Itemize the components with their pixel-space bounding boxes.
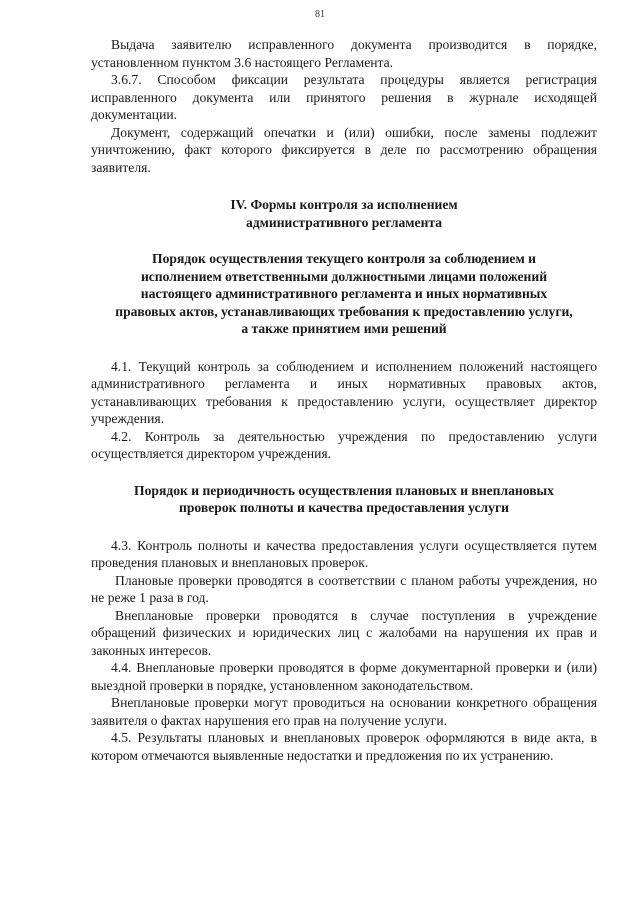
paragraph: Документ, содержащий опечатки и (или) ошибки, после замены подлежит уничтожению, факт которого фиксируется в деле по рассмотрению обращения заявителя. — [91, 124, 597, 175]
subheading-inspections: Порядок и периодичность осуществления плановых и внеплановых проверок полноты и качества предоставления услуги — [134, 482, 554, 515]
paragraph: Выдача заявителю исправленного документа производится в порядке, установленном пунктом 3.6 настоящего Регламента. — [91, 37, 597, 70]
paragraph: Внеплановые проверки проводятся в случае поступления в учреждение обращений физических и юридических лиц с жалобами на нарушения их прав и законных интересов. — [91, 607, 597, 658]
paragraph: 4.3. Контроль полноты и качества предоставления услуги осуществляется путем проведения плановых и внеплановых проверок. — [91, 537, 597, 570]
paragraph: 4.2. Контроль за деятельностью учреждения по предоставлению услуги осуществляется директором учреждения. — [91, 428, 597, 461]
subheading-current-control: Порядок осуществления текущего контроля за соблюдением и исполнением ответственными должностными лицами положений настоящего административного регламента и иных нормативных правовых актов, устанавливающих требования к предоставлению услуги, а также принятием ими решений — [115, 251, 573, 336]
paragraph: 4.4. Внеплановые проверки проводятся в форме документарной проверки и (или) выездной проверки в порядке, установленном законодательством. — [91, 660, 597, 693]
section-title-line: административного регламента — [245, 214, 443, 230]
section-title-line: IV. Формы контроля за исполнением — [230, 197, 458, 212]
paragraph: 4.1. Текущий контроль за соблюдением и исполнением положений настоящего административного регламента и иных нормативных правовых актов, устанавливающих требования к предоставлению услуги, осуществляет директор учреждения. — [91, 358, 597, 426]
paragraph: 3.6.7. Способом фиксации результата процедуры является регистрация исправленного документа или принятого решения в журнале исходящей документации. — [91, 72, 597, 122]
page-content — [91, 36, 597, 764]
paragraph: Внеплановые проверки могут проводиться на основании конкретного обращения заявителя о фактах нарушения его прав на получение услуги. — [91, 695, 597, 728]
section-body — [91, 537, 597, 765]
paragraph: Плановые проверки проводятся в соответствии с планом работы учреждения, но не реже 1 раза в год. — [91, 572, 597, 605]
paragraph: 4.5. Результаты плановых и внеплановых проверок оформляются в виде акта, в котором отмечаются выявленные недостатки и предложения по их устранению. — [91, 730, 597, 763]
page-number: 81 — [315, 9, 325, 20]
section-title — [91, 196, 597, 231]
section-body — [91, 358, 597, 463]
